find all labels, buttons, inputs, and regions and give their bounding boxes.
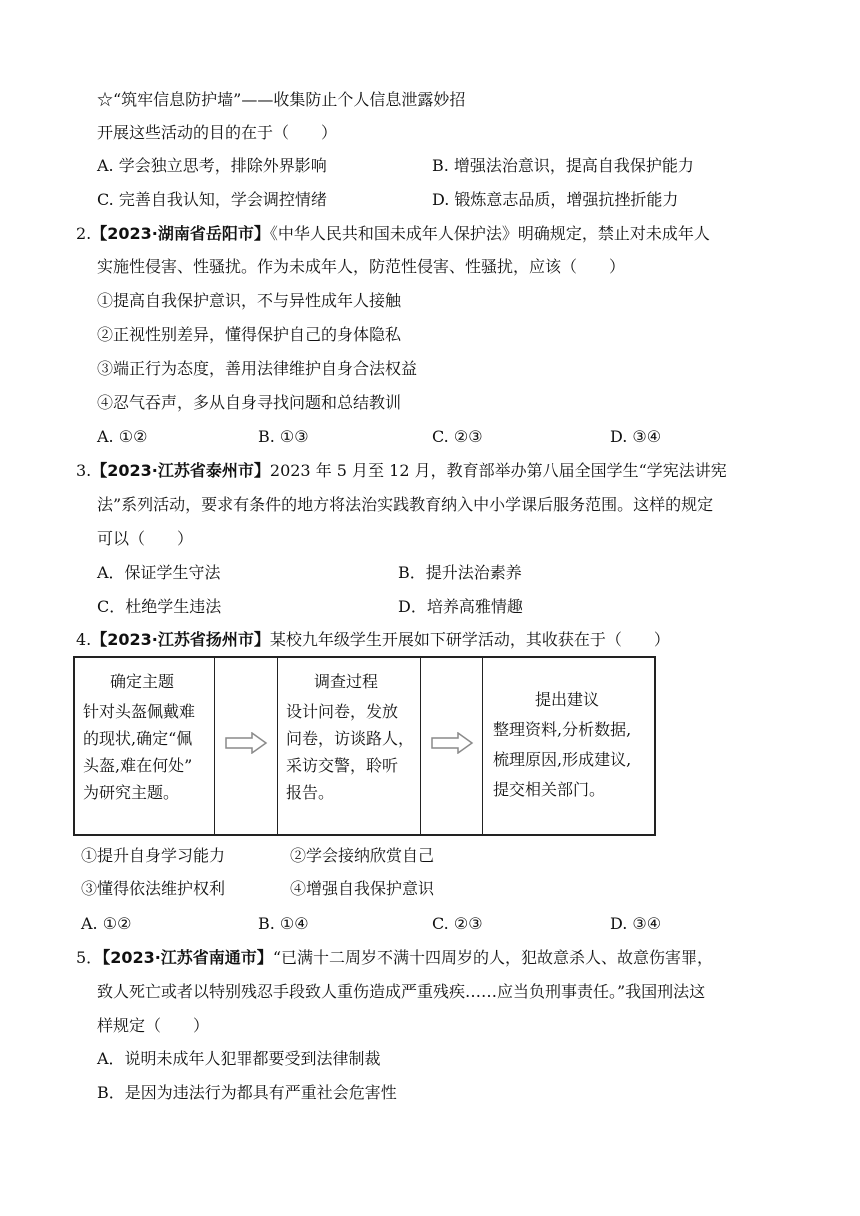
q2-stem-line2: 实施性侵害、性骚扰。作为未成年人，防范性侵害、性骚扰，应该（ ） bbox=[97, 257, 626, 276]
q2-option-a: A. ①② bbox=[97, 427, 148, 446]
q2-stem-line1 bbox=[76, 223, 710, 245]
q4-option-b: B. ①④ bbox=[258, 914, 309, 933]
q1-option-d: D. 锻炼意志品质，增强抗挫折能力 bbox=[432, 190, 679, 209]
flow-box-survey-line1: 设计问卷，发放 bbox=[286, 702, 399, 721]
q2-statement-2: ②正视性别差异，懂得保护自己的身体隐私 bbox=[97, 325, 402, 344]
flow-box-survey bbox=[278, 658, 421, 834]
flow-box-survey-line2: 问卷，访谈路人， bbox=[286, 729, 415, 748]
flow-arrow-cell-1 bbox=[215, 658, 278, 834]
q2-statement-4: ④忍气吞声，多从自身寻找问题和总结教训 bbox=[97, 393, 402, 412]
q3-stem-line2: 法”系列活动，要求有条件的地方将法治实践教育纳入中小学课后服务范围。这样的规定 bbox=[97, 495, 714, 514]
q4-statement-1: ①提升自身学习能力 bbox=[81, 846, 226, 865]
q5-option-a: A．说明未成年人犯罪都要受到法律制裁 bbox=[97, 1049, 381, 1068]
research-flow-table bbox=[73, 656, 656, 836]
flow-box-topic-line1: 针对头盔佩戴难 bbox=[83, 702, 196, 721]
flow-box-topic bbox=[75, 658, 215, 834]
q5-source-tag: 【2023·江苏省南通市】 bbox=[102, 948, 273, 967]
flow-box-suggestion-line1: 整理资料,分析数据, bbox=[493, 720, 632, 739]
flow-arrow-cell-2 bbox=[421, 658, 483, 834]
q5-stem-line3: 样规定（ ） bbox=[97, 1016, 210, 1035]
flow-box-topic-line2: 的现状,确定“佩 bbox=[83, 729, 193, 748]
q4-source-tag: 【2023·江苏省扬州市】 bbox=[91, 630, 270, 649]
flow-box-suggestion bbox=[483, 658, 654, 834]
q2-option-b: B. ①③ bbox=[258, 427, 309, 446]
right-arrow-icon bbox=[430, 732, 474, 754]
q2-source-tag: 【2023·湖南省岳阳市】 bbox=[91, 224, 270, 243]
q5-number: 5． bbox=[76, 948, 103, 967]
flow-box-topic-title: 确定主题 bbox=[110, 672, 175, 691]
q2-option-c: C. ②③ bbox=[432, 427, 483, 446]
q1-stem-tail: 开展这些活动的目的在于（ ） bbox=[97, 123, 338, 142]
q5-stem-line1 bbox=[76, 947, 713, 969]
q1-option-b: B. 增强法治意识，提高自我保护能力 bbox=[432, 156, 694, 175]
flow-box-suggestion-line3: 提交相关部门。 bbox=[493, 780, 606, 799]
flow-box-topic-line4: 为研究主题。 bbox=[83, 783, 180, 802]
flow-box-survey-title: 调查过程 bbox=[314, 672, 379, 691]
flow-box-suggestion-line2: 梳理原因,形成建议, bbox=[493, 750, 632, 769]
q2-option-d: D. ③④ bbox=[610, 427, 662, 446]
q4-option-d: D. ③④ bbox=[610, 914, 662, 933]
q3-stem-line3: 可以（ ） bbox=[97, 529, 194, 548]
q2-statement-3: ③端正行为态度，善用法律维护自身合法权益 bbox=[97, 359, 418, 378]
q4-stem-line1 bbox=[76, 629, 670, 651]
q4-statement-4: ④增强自我保护意识 bbox=[290, 879, 435, 898]
q5-stem-line2: 致人死亡或者以特别残忍手段致人重伤造成严重残疾……应当负刑事责任。”我国刑法这 bbox=[97, 982, 706, 1001]
q3-source-tag: 【2023·江苏省泰州市】 bbox=[91, 461, 270, 480]
flow-box-suggestion-title: 提出建议 bbox=[535, 690, 600, 709]
flow-box-survey-line4: 报告。 bbox=[286, 783, 335, 802]
right-arrow-icon bbox=[224, 732, 268, 754]
q4-statement-2: ②学会接纳欣赏自己 bbox=[290, 846, 435, 865]
q5-stem-text1: “已满十二周岁不满十四周岁的人，犯故意杀人、故意伤害罪， bbox=[272, 948, 713, 967]
q1-option-c: C. 完善自我认知，学会调控情绪 bbox=[97, 190, 327, 209]
q1-item-text: ☆“筑牢信息防护墙”——收集防止个人信息泄露妙招 bbox=[97, 90, 466, 109]
q2-number: 2. bbox=[76, 224, 92, 243]
q3-number: 3. bbox=[76, 461, 92, 480]
q4-option-c: C. ②③ bbox=[432, 914, 483, 933]
q3-stem-text1: 2023 年 5 月至 12 月，教育部举办第八届全国学生“学宪法讲宪 bbox=[269, 461, 727, 480]
q4-statement-3: ③懂得依法维护权利 bbox=[81, 879, 226, 898]
q3-option-c: C．杜绝学生违法 bbox=[97, 597, 222, 616]
flow-box-survey-line3: 采访交警，聆听 bbox=[286, 756, 399, 775]
q3-option-a: A．保证学生守法 bbox=[97, 563, 221, 582]
q3-stem-line1 bbox=[76, 460, 727, 482]
q2-statement-1: ①提高自我保护意识，不与异性成年人接触 bbox=[97, 291, 402, 310]
q3-option-b: B．提升法治素养 bbox=[398, 563, 522, 582]
q3-option-d: D．培养高雅情趣 bbox=[398, 597, 523, 616]
q2-stem-text1: 《中华人民共和国未成年人保护法》明确规定，禁止对未成年人 bbox=[269, 224, 710, 243]
q1-option-a: A. 学会独立思考，排除外界影响 bbox=[97, 156, 327, 175]
q5-option-b: B．是因为违法行为都具有严重社会危害性 bbox=[97, 1083, 397, 1102]
q4-number: 4. bbox=[76, 630, 92, 649]
q4-option-a: A. ①② bbox=[81, 914, 132, 933]
q4-stem-text: 某校九年级学生开展如下研学活动，其收获在于（ ） bbox=[269, 630, 670, 649]
flow-box-topic-line3: 头盔,难在何处” bbox=[83, 756, 193, 775]
